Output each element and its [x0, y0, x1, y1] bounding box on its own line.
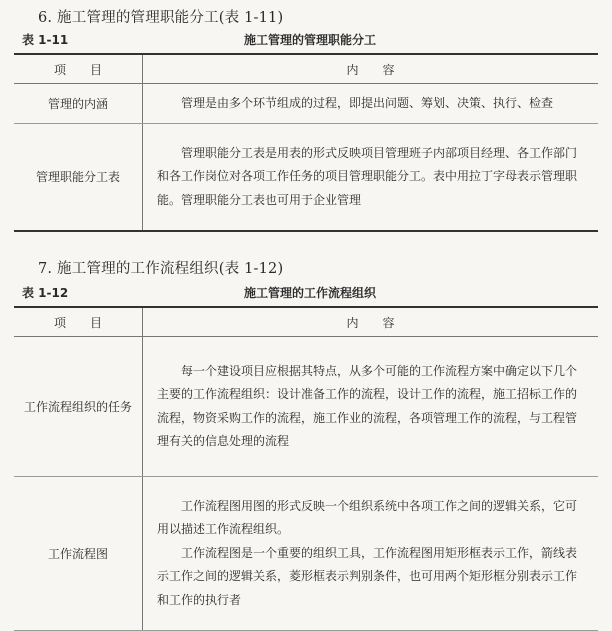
- table-1-12: [14, 306, 598, 631]
- column-header-content: 内 容: [143, 307, 599, 337]
- column-header-content: 内 容: [143, 54, 599, 84]
- row-content-text: 每一个建设项目应根据其特点，从多个可能的工作流程方案中确定以下几个主要的工作流程组织：设计准备工作的流程，设计工作的流程，施工招标工作的流程，物资采购工作的流程，施工作业的流程，各项管理工作的流程，与工程管理有关的信息处理的流程: [157, 363, 578, 448]
- column-header-item: 项 目: [14, 54, 143, 84]
- table-header-row: [14, 307, 598, 337]
- row-content: [143, 337, 599, 477]
- table-row: [14, 124, 598, 231]
- row-content-paragraph-1: 工作流程图用图的形式反映一个组织系统中各项工作之间的逻辑关系，它可用以描述工作流程组织。: [157, 498, 578, 537]
- row-content: [143, 84, 599, 124]
- table-row: [14, 477, 598, 631]
- row-content-paragraph-2: 工作流程图是一个重要的组织工具，工作流程图用矩形框表示工作，箭线表示工作之间的逻辑关系，菱形框表示判别条件，也可用两个矩形框分别表示工作和工作的执行者: [157, 545, 578, 607]
- row-content: [143, 124, 599, 231]
- section-7-heading: 7. 施工管理的工作流程组织(表 1-12): [38, 261, 284, 277]
- row-item-label: 工作流程组织的任务: [14, 337, 143, 477]
- table-number: 表 1-11: [22, 33, 69, 47]
- table-row: [14, 84, 598, 124]
- row-item-label: 工作流程图: [14, 477, 143, 631]
- table-number: 表 1-12: [22, 286, 69, 300]
- table-title: 施工管理的工作流程组织: [243, 286, 376, 300]
- table-title: 施工管理的管理职能分工: [243, 33, 376, 47]
- row-item-label: 管理的内涵: [14, 84, 143, 124]
- column-header-item: 项 目: [14, 307, 143, 337]
- row-content-text: 管理是由多个环节组成的过程，即提出问题、筹划、决策、执行、检查: [181, 95, 554, 110]
- table-1-11: [14, 53, 598, 232]
- section-6-heading: 6. 施工管理的管理职能分工(表 1-11): [38, 10, 284, 26]
- row-content: [143, 477, 599, 631]
- table-row: [14, 337, 598, 477]
- row-content-text: 管理职能分工表是用表的形式反映项目管理班子内部项目经理、各工作部门和各工作岗位对各项工作任务的项目管理职能分工。表中用拉丁字母表示管理职能。管理职能分工表也可用于企业管理: [157, 145, 578, 207]
- table-header-row: [14, 54, 598, 84]
- row-item-label: 管理职能分工表: [14, 124, 143, 231]
